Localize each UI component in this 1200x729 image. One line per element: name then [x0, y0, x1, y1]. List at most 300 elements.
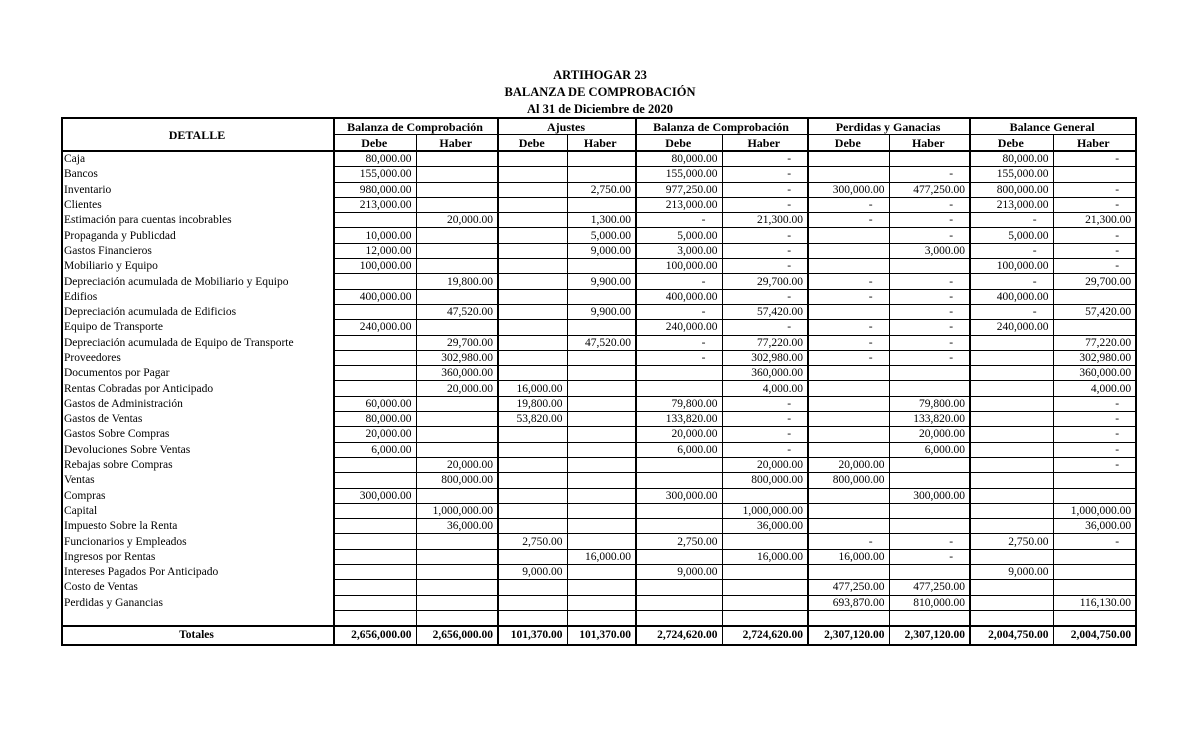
account-name: Funcionarios y Empleados — [62, 534, 334, 549]
debe-cell: 800,000.00 — [970, 182, 1053, 197]
group-header-balance-general: Balance General — [970, 118, 1136, 135]
haber-cell: - — [722, 151, 808, 167]
haber-cell: - — [1053, 427, 1136, 442]
debe-cell: 10,000.00 — [334, 228, 416, 243]
haber-cell: 47,520.00 — [416, 304, 498, 319]
debe-cell: 2,656,000.00 — [334, 626, 416, 645]
haber-cell: 16,000.00 — [567, 549, 636, 564]
debe-cell — [334, 503, 416, 518]
debe-cell: 400,000.00 — [334, 289, 416, 304]
account-name: Gastos Financieros — [62, 243, 334, 258]
haber-cell — [416, 595, 498, 610]
debe-cell — [970, 519, 1053, 534]
debe-cell — [334, 610, 416, 626]
haber-cell: 2,750.00 — [567, 182, 636, 197]
debe-cell — [498, 335, 567, 350]
account-row — [62, 442, 1136, 457]
haber-header: Haber — [722, 135, 808, 152]
haber-cell — [416, 243, 498, 258]
haber-cell — [1053, 610, 1136, 626]
haber-cell: - — [889, 534, 970, 549]
debe-cell: 3,000.00 — [636, 243, 722, 258]
account-row — [62, 595, 1136, 610]
debe-cell — [334, 519, 416, 534]
debe-cell: 133,820.00 — [636, 412, 722, 427]
account-name: Perdidas y Ganancias — [62, 595, 334, 610]
haber-cell — [722, 580, 808, 595]
debe-cell — [808, 519, 889, 534]
debe-cell — [808, 304, 889, 319]
group-header-perdidas-ganancias: Perdidas y Ganacias — [808, 118, 970, 135]
debe-cell: 213,000.00 — [636, 197, 722, 212]
debe-cell: 2,750.00 — [636, 534, 722, 549]
debe-cell — [334, 350, 416, 365]
haber-cell — [1053, 488, 1136, 503]
debe-cell — [970, 350, 1053, 365]
haber-cell: 101,370.00 — [567, 626, 636, 645]
haber-cell — [567, 259, 636, 274]
haber-cell — [567, 457, 636, 472]
debe-cell: - — [636, 350, 722, 365]
haber-cell — [416, 228, 498, 243]
haber-cell: 3,000.00 — [889, 243, 970, 258]
debe-cell: 977,250.00 — [636, 182, 722, 197]
debe-cell — [498, 519, 567, 534]
debe-cell — [334, 549, 416, 564]
haber-cell: 47,520.00 — [567, 335, 636, 350]
haber-cell: 9,900.00 — [567, 274, 636, 289]
debe-cell — [498, 610, 567, 626]
group-header-ajustes: Ajustes — [498, 118, 636, 135]
account-row — [62, 197, 1136, 212]
debe-cell — [334, 580, 416, 595]
haber-header: Haber — [567, 135, 636, 152]
debe-header: Debe — [498, 135, 567, 152]
report-date: Al 31 de Diciembre de 2020 — [527, 102, 673, 116]
debe-cell — [498, 289, 567, 304]
debe-cell: 2,750.00 — [970, 534, 1053, 549]
debe-cell — [808, 381, 889, 396]
account-row — [62, 259, 1136, 274]
debe-cell — [498, 213, 567, 228]
account-name: Gastos Sobre Compras — [62, 427, 334, 442]
haber-cell: - — [889, 304, 970, 319]
debe-cell — [970, 412, 1053, 427]
haber-cell — [567, 565, 636, 580]
debe-cell: 2,307,120.00 — [808, 626, 889, 645]
haber-header: Haber — [889, 135, 970, 152]
debe-cell — [498, 167, 567, 182]
account-row — [62, 427, 1136, 442]
haber-cell: - — [1053, 442, 1136, 457]
haber-cell: 1,000,000.00 — [416, 503, 498, 518]
debe-cell: 155,000.00 — [334, 167, 416, 182]
haber-cell — [416, 549, 498, 564]
haber-cell: 2,724,620.00 — [722, 626, 808, 645]
account-name: Gastos de Administración — [62, 396, 334, 411]
account-name: Rebajas sobre Compras — [62, 457, 334, 472]
account-name: Depreciación acumulada de Mobiliario y Equipo — [62, 274, 334, 289]
haber-cell — [722, 595, 808, 610]
haber-cell — [1053, 167, 1136, 182]
debe-cell: - — [970, 274, 1053, 289]
haber-cell: 302,980.00 — [416, 350, 498, 365]
haber-cell: - — [722, 412, 808, 427]
haber-cell — [567, 503, 636, 518]
account-row — [62, 534, 1136, 549]
haber-cell — [1053, 565, 1136, 580]
account-name: Gastos de Ventas — [62, 412, 334, 427]
haber-cell — [416, 427, 498, 442]
account-name: Capital — [62, 503, 334, 518]
debe-cell: 20,000.00 — [636, 427, 722, 442]
haber-cell — [416, 610, 498, 626]
haber-cell — [567, 488, 636, 503]
haber-cell: - — [1053, 182, 1136, 197]
account-name: Clientes — [62, 197, 334, 212]
account-name: Impuesto Sobre la Renta — [62, 519, 334, 534]
debe-cell — [498, 580, 567, 595]
debe-cell — [636, 549, 722, 564]
account-row — [62, 335, 1136, 350]
debe-cell — [636, 473, 722, 488]
haber-cell: 1,000,000.00 — [722, 503, 808, 518]
haber-cell — [889, 151, 970, 167]
haber-cell — [567, 519, 636, 534]
debe-cell: 2,724,620.00 — [636, 626, 722, 645]
debe-cell — [970, 473, 1053, 488]
debe-cell: - — [808, 320, 889, 335]
debe-cell: - — [808, 274, 889, 289]
debe-cell: - — [636, 335, 722, 350]
haber-cell — [567, 396, 636, 411]
haber-cell: 2,004,750.00 — [1053, 626, 1136, 645]
account-name: Rentas Cobradas por Anticipado — [62, 381, 334, 396]
haber-cell: 20,000.00 — [889, 427, 970, 442]
haber-cell — [416, 167, 498, 182]
debe-cell — [498, 366, 567, 381]
haber-cell: 300,000.00 — [889, 488, 970, 503]
debe-cell — [636, 519, 722, 534]
debe-cell — [636, 457, 722, 472]
haber-cell — [889, 366, 970, 381]
debe-cell: - — [808, 335, 889, 350]
haber-cell: - — [1053, 534, 1136, 549]
haber-cell: - — [1053, 228, 1136, 243]
haber-cell — [1053, 549, 1136, 564]
account-row — [62, 151, 1136, 167]
debe-cell — [970, 488, 1053, 503]
account-row — [62, 274, 1136, 289]
account-name: Documentos por Pagar — [62, 366, 334, 381]
debe-cell: 16,000.00 — [498, 381, 567, 396]
haber-cell: 2,307,120.00 — [889, 626, 970, 645]
account-name — [62, 610, 334, 626]
debe-cell: 101,370.00 — [498, 626, 567, 645]
debe-cell: - — [808, 197, 889, 212]
haber-cell: 19,800.00 — [416, 274, 498, 289]
debe-cell: - — [970, 304, 1053, 319]
debe-cell — [970, 396, 1053, 411]
debe-cell: 400,000.00 — [636, 289, 722, 304]
debe-cell: 240,000.00 — [636, 320, 722, 335]
haber-cell — [889, 473, 970, 488]
group-header-balanza-ajustada: Balanza de Comprobación — [636, 118, 808, 135]
account-name: Propaganda y Publicdad — [62, 228, 334, 243]
haber-cell: - — [722, 243, 808, 258]
haber-cell — [567, 350, 636, 365]
haber-cell: - — [889, 167, 970, 182]
haber-cell — [722, 488, 808, 503]
account-name: Mobiliario y Equipo — [62, 259, 334, 274]
debe-cell: - — [808, 213, 889, 228]
debe-cell — [498, 320, 567, 335]
haber-cell: - — [722, 320, 808, 335]
debe-cell: 2,750.00 — [498, 534, 567, 549]
debe-cell: - — [636, 213, 722, 228]
haber-cell: 57,420.00 — [722, 304, 808, 319]
haber-cell: 810,000.00 — [889, 595, 970, 610]
haber-cell: 5,000.00 — [567, 228, 636, 243]
haber-cell: - — [722, 442, 808, 457]
haber-cell: 20,000.00 — [416, 213, 498, 228]
group-header-balanza: Balanza de Comprobación — [334, 118, 498, 135]
debe-cell: 12,000.00 — [334, 243, 416, 258]
haber-cell: - — [889, 549, 970, 564]
debe-cell — [970, 580, 1053, 595]
debe-cell: 16,000.00 — [808, 549, 889, 564]
account-name: Costo de Ventas — [62, 580, 334, 595]
debe-cell — [808, 442, 889, 457]
debe-cell — [334, 274, 416, 289]
account-row — [62, 182, 1136, 197]
debe-cell — [808, 488, 889, 503]
totals-row — [62, 626, 1136, 645]
haber-header: Haber — [1053, 135, 1136, 152]
debe-cell — [636, 595, 722, 610]
debe-cell: - — [808, 350, 889, 365]
haber-cell: - — [889, 320, 970, 335]
debe-cell — [970, 335, 1053, 350]
haber-cell: - — [722, 167, 808, 182]
debe-cell — [498, 457, 567, 472]
haber-cell — [889, 610, 970, 626]
debe-cell — [498, 488, 567, 503]
account-name: Inventario — [62, 182, 334, 197]
debe-cell: 20,000.00 — [334, 427, 416, 442]
haber-cell: 800,000.00 — [416, 473, 498, 488]
debe-cell — [498, 549, 567, 564]
haber-cell: 477,250.00 — [889, 580, 970, 595]
debe-cell — [808, 412, 889, 427]
blank-row — [62, 610, 1136, 626]
haber-header: Haber — [416, 135, 498, 152]
haber-cell: - — [722, 259, 808, 274]
haber-cell — [416, 396, 498, 411]
haber-cell: 360,000.00 — [1053, 366, 1136, 381]
debe-cell — [334, 213, 416, 228]
haber-cell — [567, 381, 636, 396]
haber-cell — [1053, 289, 1136, 304]
debe-cell — [808, 243, 889, 258]
debe-cell: 80,000.00 — [970, 151, 1053, 167]
haber-cell: - — [889, 350, 970, 365]
haber-cell: - — [722, 197, 808, 212]
debe-cell — [498, 182, 567, 197]
debe-cell — [498, 243, 567, 258]
debe-cell: 300,000.00 — [808, 182, 889, 197]
account-row — [62, 396, 1136, 411]
debe-cell — [970, 549, 1053, 564]
haber-cell: 36,000.00 — [722, 519, 808, 534]
haber-cell — [567, 534, 636, 549]
account-name: Totales — [62, 626, 334, 645]
debe-cell — [808, 503, 889, 518]
debe-cell — [970, 366, 1053, 381]
debe-cell: 400,000.00 — [970, 289, 1053, 304]
account-row — [62, 228, 1136, 243]
haber-cell — [416, 151, 498, 167]
haber-cell: 360,000.00 — [722, 366, 808, 381]
debe-cell — [970, 457, 1053, 472]
debe-cell: 5,000.00 — [970, 228, 1053, 243]
haber-cell: 360,000.00 — [416, 366, 498, 381]
account-row — [62, 565, 1136, 580]
account-name: Edifios — [62, 289, 334, 304]
haber-cell: 9,000.00 — [567, 243, 636, 258]
debe-cell — [334, 534, 416, 549]
debe-cell: 980,000.00 — [334, 182, 416, 197]
debe-cell — [636, 580, 722, 595]
haber-cell — [567, 320, 636, 335]
haber-cell — [567, 151, 636, 167]
haber-cell — [416, 197, 498, 212]
haber-cell: 20,000.00 — [416, 381, 498, 396]
haber-cell: - — [722, 289, 808, 304]
haber-cell — [416, 580, 498, 595]
haber-cell: - — [1053, 396, 1136, 411]
haber-cell — [1053, 473, 1136, 488]
debe-cell — [970, 427, 1053, 442]
debe-cell — [334, 595, 416, 610]
debe-cell — [808, 228, 889, 243]
haber-cell: 29,700.00 — [722, 274, 808, 289]
debe-header: Debe — [970, 135, 1053, 152]
haber-cell: 16,000.00 — [722, 549, 808, 564]
debe-cell — [334, 381, 416, 396]
haber-cell: 6,000.00 — [889, 442, 970, 457]
haber-cell: - — [889, 274, 970, 289]
account-row — [62, 320, 1136, 335]
debe-cell: 100,000.00 — [970, 259, 1053, 274]
haber-cell — [416, 289, 498, 304]
haber-cell — [416, 412, 498, 427]
account-name: Equipo de Transporte — [62, 320, 334, 335]
account-row — [62, 580, 1136, 595]
debe-cell: 60,000.00 — [334, 396, 416, 411]
haber-cell: - — [889, 228, 970, 243]
debe-cell: 80,000.00 — [334, 412, 416, 427]
debe-cell — [334, 304, 416, 319]
haber-cell: 36,000.00 — [1053, 519, 1136, 534]
haber-cell — [567, 473, 636, 488]
haber-cell: 29,700.00 — [1053, 274, 1136, 289]
haber-cell: 1,300.00 — [567, 213, 636, 228]
haber-cell — [1053, 320, 1136, 335]
haber-cell — [889, 259, 970, 274]
debe-header: Debe — [334, 135, 416, 152]
haber-cell: - — [722, 228, 808, 243]
haber-cell — [567, 442, 636, 457]
haber-cell: - — [889, 289, 970, 304]
haber-cell — [567, 197, 636, 212]
debe-cell — [334, 473, 416, 488]
account-name: Depreciación acumulada de Edificios — [62, 304, 334, 319]
debe-cell: 6,000.00 — [334, 442, 416, 457]
haber-cell: 77,220.00 — [722, 335, 808, 350]
company-name: ARTIHOGAR 23 — [553, 68, 647, 82]
haber-cell — [416, 565, 498, 580]
haber-cell: - — [889, 197, 970, 212]
debe-cell: 240,000.00 — [334, 320, 416, 335]
haber-cell: 36,000.00 — [416, 519, 498, 534]
account-row — [62, 412, 1136, 427]
debe-cell — [498, 350, 567, 365]
account-name: Ingresos por Rentas — [62, 549, 334, 564]
debe-cell: 9,000.00 — [970, 565, 1053, 580]
haber-cell: 133,820.00 — [889, 412, 970, 427]
debe-cell: 6,000.00 — [636, 442, 722, 457]
account-name: Ventas — [62, 473, 334, 488]
debe-cell: 2,004,750.00 — [970, 626, 1053, 645]
haber-cell — [889, 381, 970, 396]
debe-cell: - — [636, 274, 722, 289]
haber-cell: 20,000.00 — [722, 457, 808, 472]
debe-cell: 19,800.00 — [498, 396, 567, 411]
debe-cell — [498, 427, 567, 442]
haber-cell — [567, 366, 636, 381]
debe-cell: 213,000.00 — [970, 197, 1053, 212]
debe-cell — [636, 366, 722, 381]
haber-cell: - — [1053, 151, 1136, 167]
debe-cell: 155,000.00 — [970, 167, 1053, 182]
debe-cell — [636, 610, 722, 626]
haber-cell: 77,220.00 — [1053, 335, 1136, 350]
haber-cell — [567, 595, 636, 610]
debe-cell — [498, 595, 567, 610]
debe-cell: 80,000.00 — [334, 151, 416, 167]
report-title: BALANZA DE COMPROBACIÓN — [504, 85, 696, 99]
debe-cell — [970, 503, 1053, 518]
account-row — [62, 519, 1136, 534]
haber-cell — [722, 534, 808, 549]
debe-cell: 300,000.00 — [636, 488, 722, 503]
debe-cell — [808, 396, 889, 411]
debe-header: Debe — [808, 135, 889, 152]
trial-balance-table — [61, 117, 1137, 646]
haber-cell — [567, 580, 636, 595]
debe-cell — [498, 304, 567, 319]
debe-cell: - — [808, 534, 889, 549]
debe-cell — [808, 151, 889, 167]
debe-header: Debe — [636, 135, 722, 152]
debe-cell — [808, 167, 889, 182]
debe-cell: 80,000.00 — [636, 151, 722, 167]
haber-cell: 800,000.00 — [722, 473, 808, 488]
haber-cell: 4,000.00 — [1053, 381, 1136, 396]
haber-cell — [889, 457, 970, 472]
account-name: Caja — [62, 151, 334, 167]
